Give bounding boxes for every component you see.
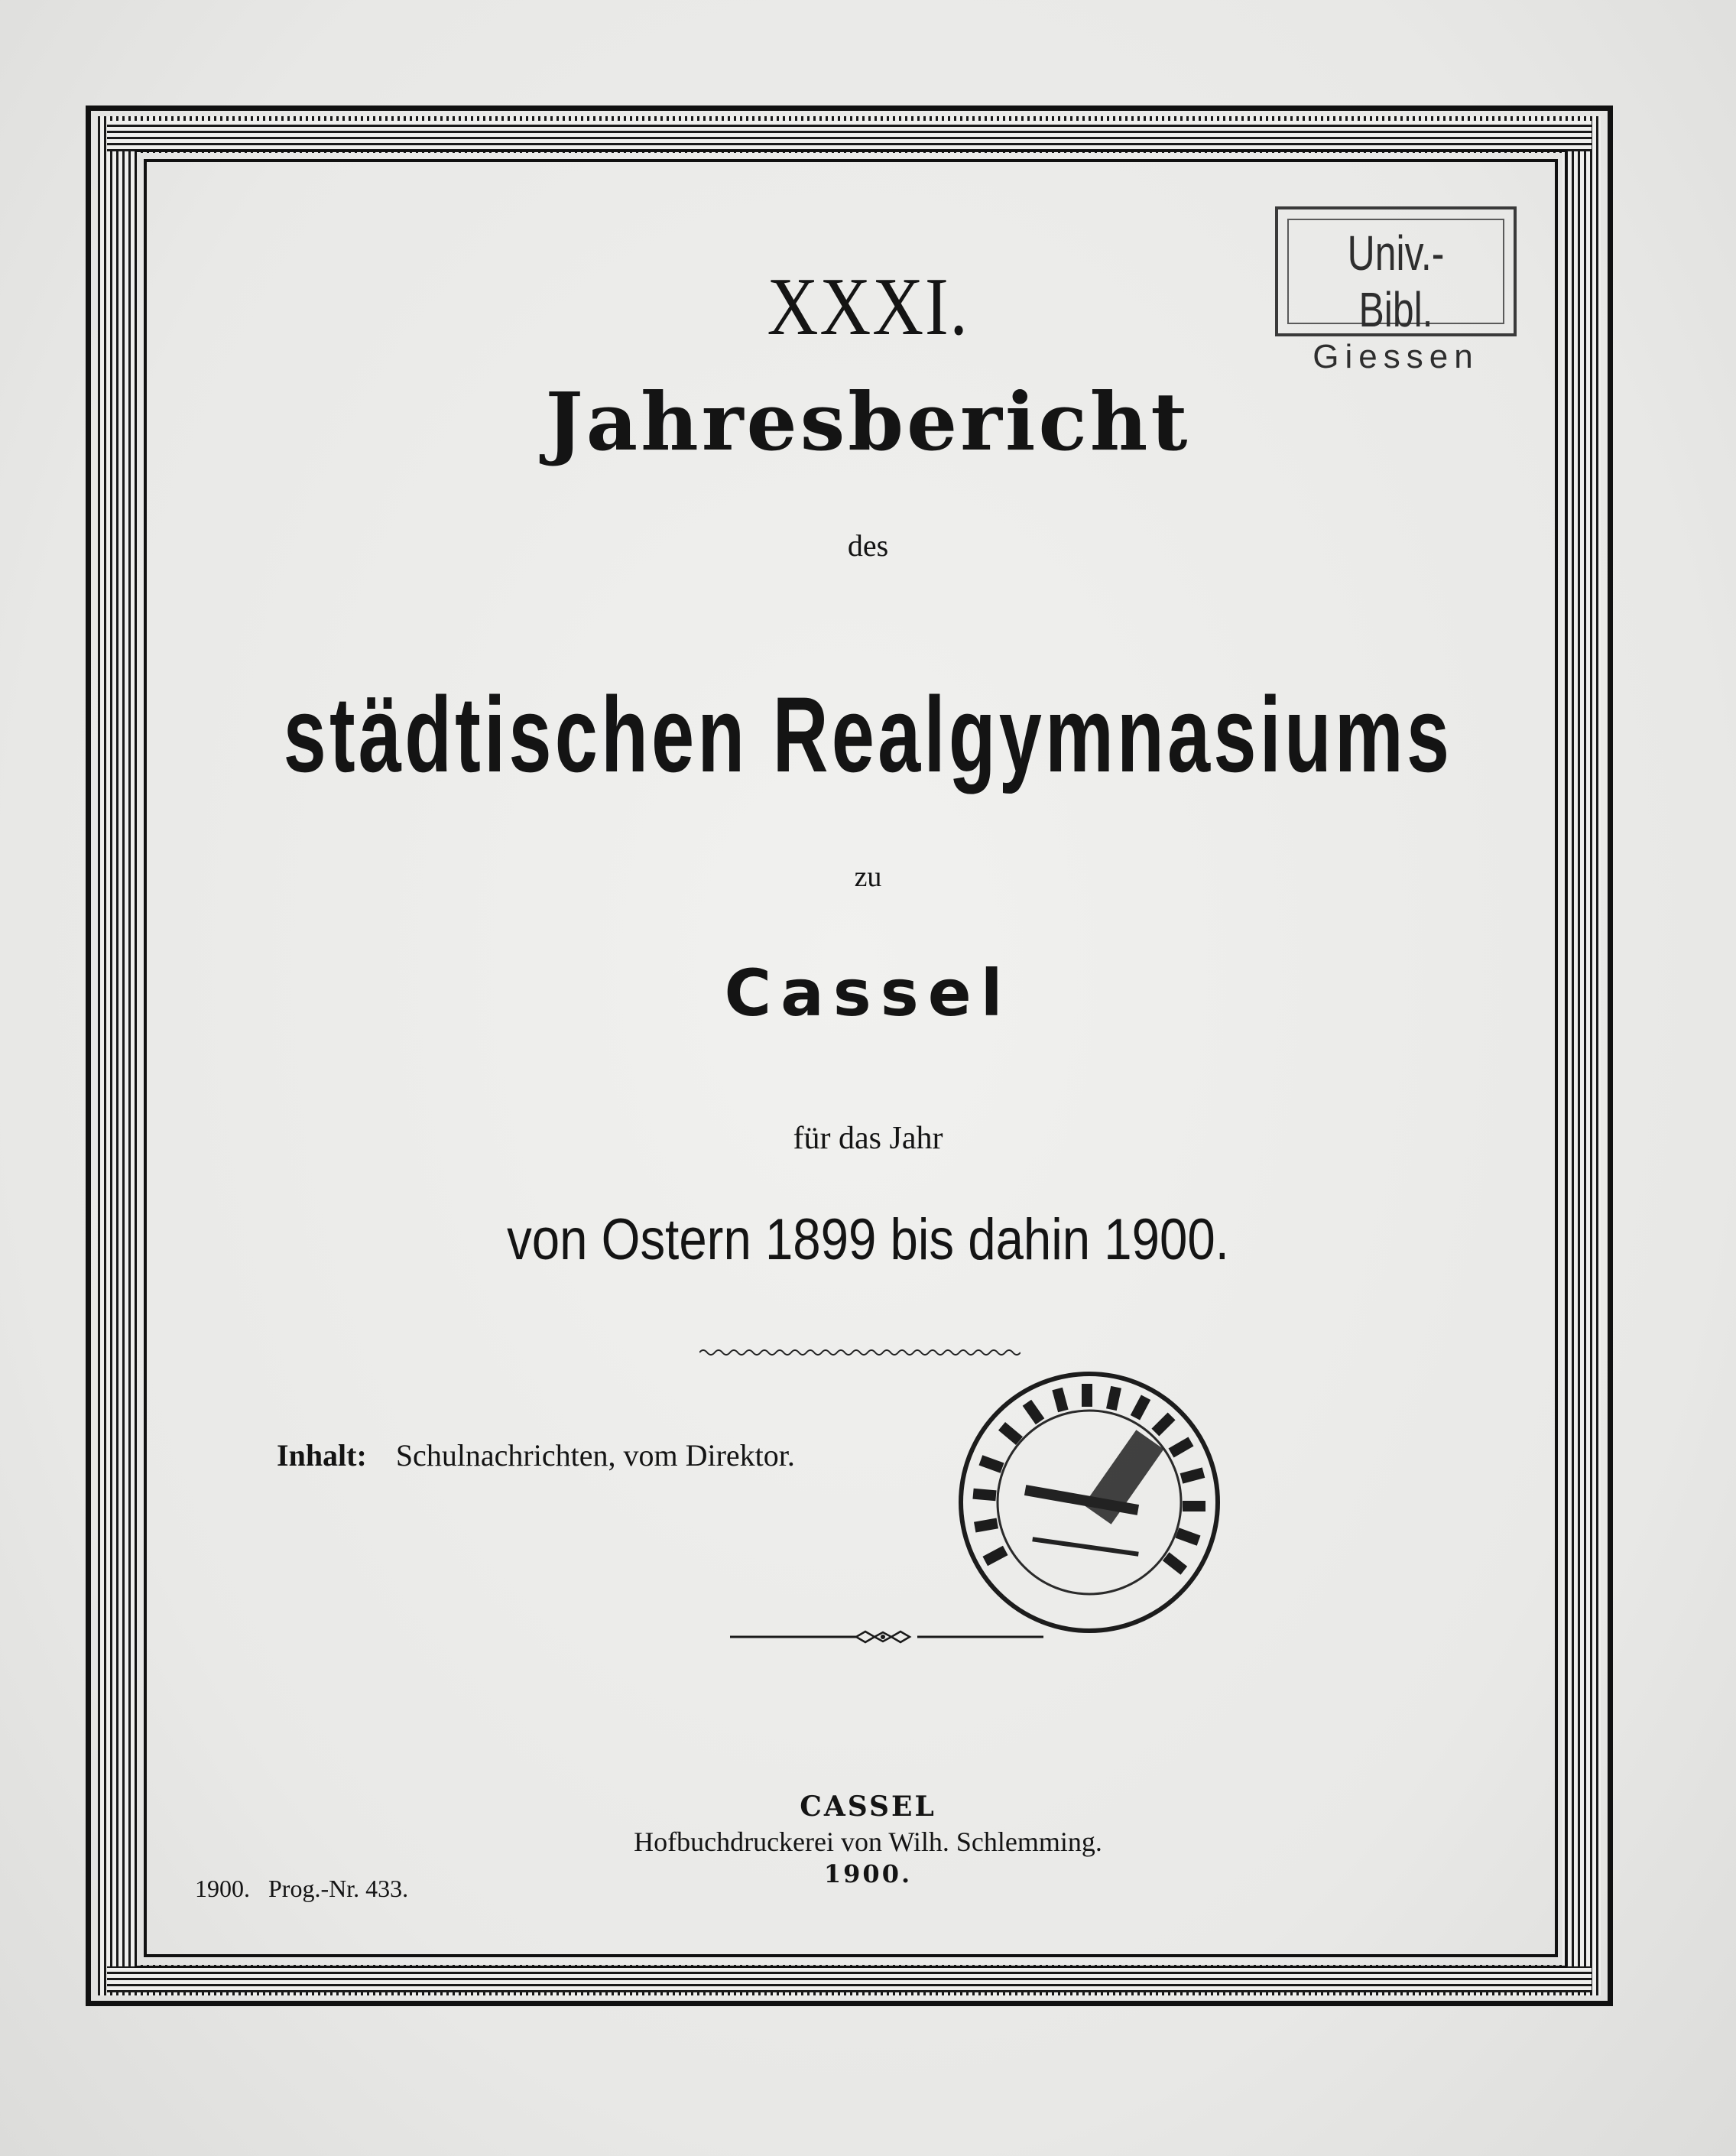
contents-text: Schulnachrichten, vom Direktor.: [395, 1438, 795, 1473]
school-year-period: von Ostern 1899 bis dahin 1900.: [507, 1207, 1229, 1272]
gymnasium-library-round-stamp: [952, 1361, 1227, 1644]
title-connector-des: des: [847, 528, 889, 563]
volume-number: XXXI.: [767, 261, 969, 352]
program-number-note: 1900. Prog.-Nr. 433.: [195, 1875, 409, 1902]
ornamental-divider: [730, 1627, 1043, 1647]
imprint-year: 1900.: [823, 1859, 913, 1888]
document-title: Jahresbericht: [545, 375, 1191, 469]
imprint-city: CASSEL: [800, 1791, 936, 1823]
title-connector-zu: zu: [854, 861, 882, 893]
wavy-rule: [699, 1347, 1021, 1358]
institution-name: städtischen Realgymnasiums: [283, 674, 1453, 794]
hatched-border-top: [107, 121, 1592, 151]
library-stamp-line2: Giessen: [1313, 338, 1479, 375]
year-label: für das Jahr: [793, 1121, 943, 1156]
contents-label: Inhalt:: [277, 1438, 367, 1473]
hatched-border-bottom: [107, 1966, 1592, 1992]
city-name: Cassel: [724, 956, 1012, 1031]
contents-line: [277, 1437, 795, 1473]
library-stamp-line1: Univ.-Bibl.: [1347, 226, 1445, 337]
imprint-printer: Hofbuchdruckerei von Wilh. Schlemming.: [634, 1826, 1102, 1857]
